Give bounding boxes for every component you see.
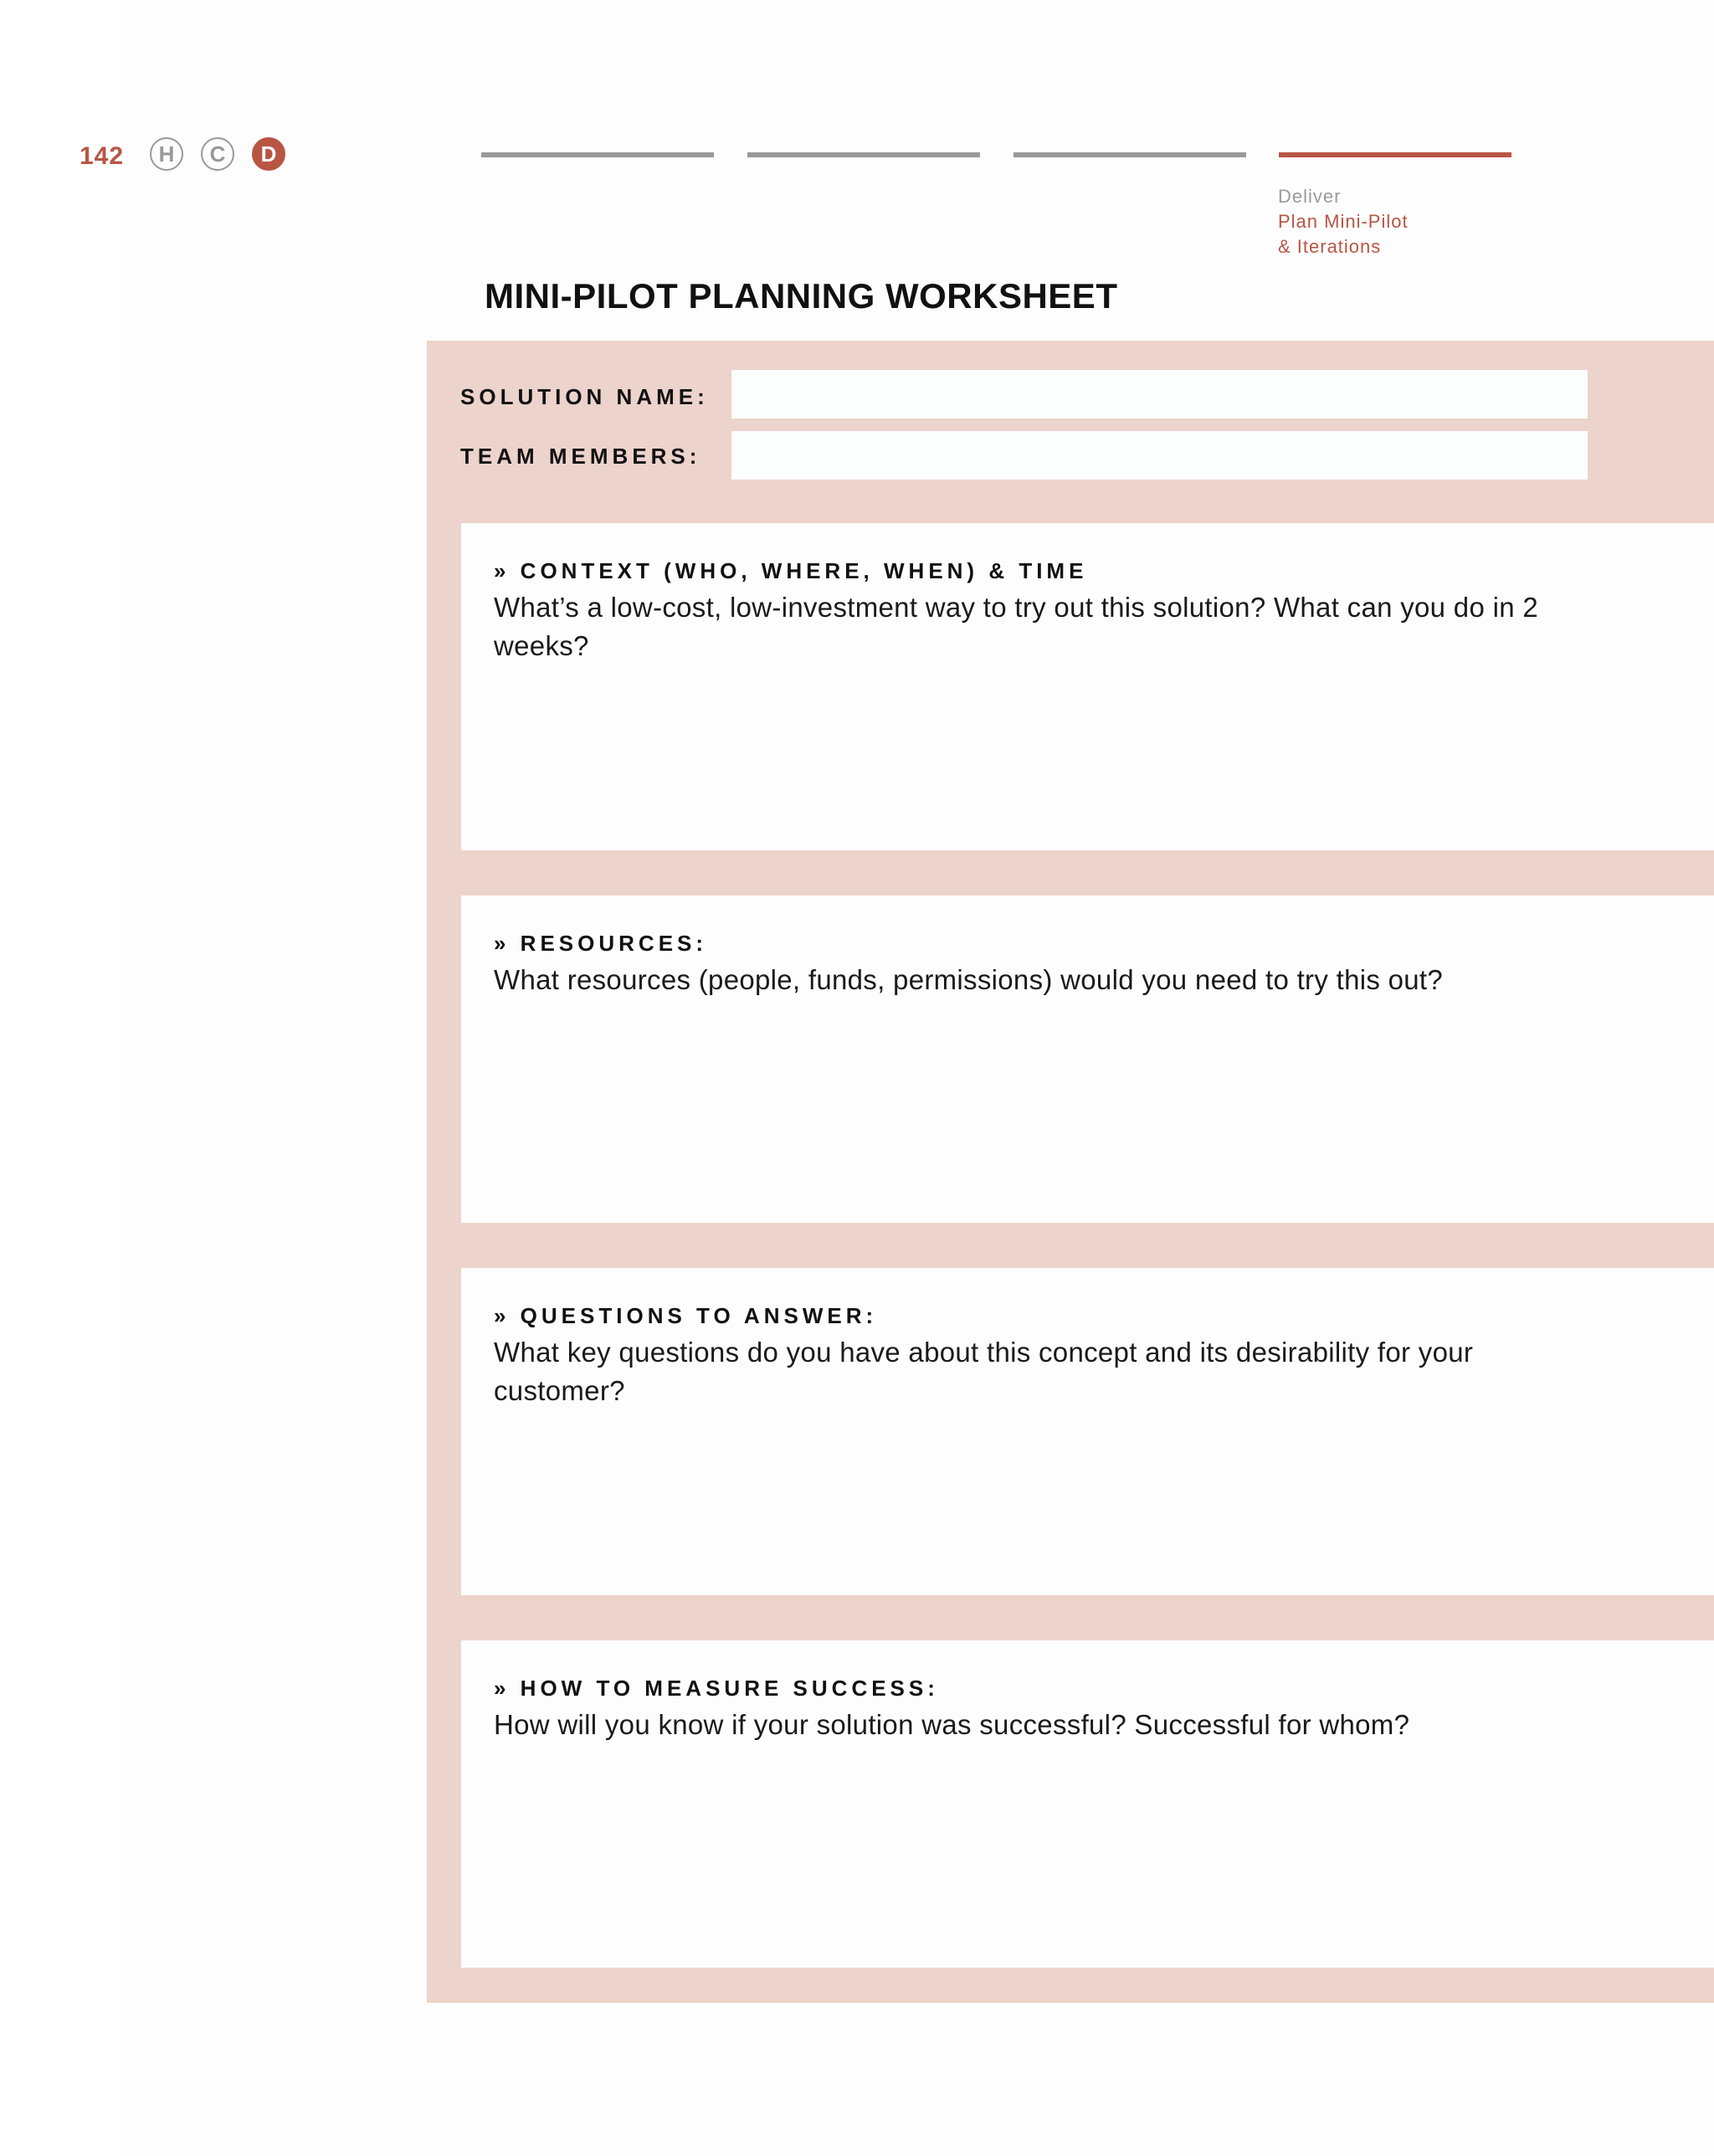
phase-d-icon: D	[252, 137, 285, 171]
measure-success-box[interactable]	[461, 1640, 1714, 1968]
worksheet-title: MINI-PILOT PLANNING WORKSHEET	[485, 276, 1118, 316]
page-number: 142	[80, 142, 125, 170]
team-members-field[interactable]	[731, 431, 1588, 480]
questions-box[interactable]	[461, 1268, 1714, 1595]
phase-h-icon: H	[150, 137, 183, 171]
solution-name-field[interactable]	[731, 370, 1588, 418]
progress-segment-3	[1014, 152, 1246, 157]
team-members-label: TEAM MEMBERS:	[460, 444, 701, 469]
resources-prompt: What resources (people, funds, permissions) would you need to try this out?	[494, 964, 1444, 995]
measure-success-heading: » HOW TO MEASURE SUCCESS:	[494, 1676, 939, 1701]
progress-segment-2	[747, 152, 980, 157]
questions-prompt: What key questions do you have about this concept and its desirability for your customer?	[494, 1337, 1474, 1406]
solution-name-label: SOLUTION NAME:	[460, 384, 709, 409]
context-heading: » CONTEXT (WHO, WHERE, WHEN) & TIME	[494, 558, 1088, 583]
context-prompt: What’s a low-cost, low-investment way to try out this solution? What can you do in 2 weeks?	[494, 592, 1538, 661]
section-phase: Deliver	[1278, 186, 1342, 207]
measure-success-prompt: How will you know if your solution was successful? Successful for whom?	[494, 1709, 1410, 1740]
section-label	[1278, 184, 1409, 259]
progress-segment-4-active	[1279, 152, 1511, 157]
questions-heading: » QUESTIONS TO ANSWER:	[494, 1303, 878, 1328]
resources-box[interactable]	[461, 896, 1714, 1223]
worksheet-panel	[427, 341, 1714, 2003]
context-box[interactable]	[461, 523, 1714, 850]
resources-heading: » RESOURCES:	[494, 931, 708, 956]
progress-segment-1	[481, 152, 714, 157]
section-step-line-1: Plan Mini-Pilot	[1278, 211, 1409, 232]
section-step-line-2: & Iterations	[1278, 236, 1382, 257]
phase-c-icon: C	[201, 137, 234, 171]
